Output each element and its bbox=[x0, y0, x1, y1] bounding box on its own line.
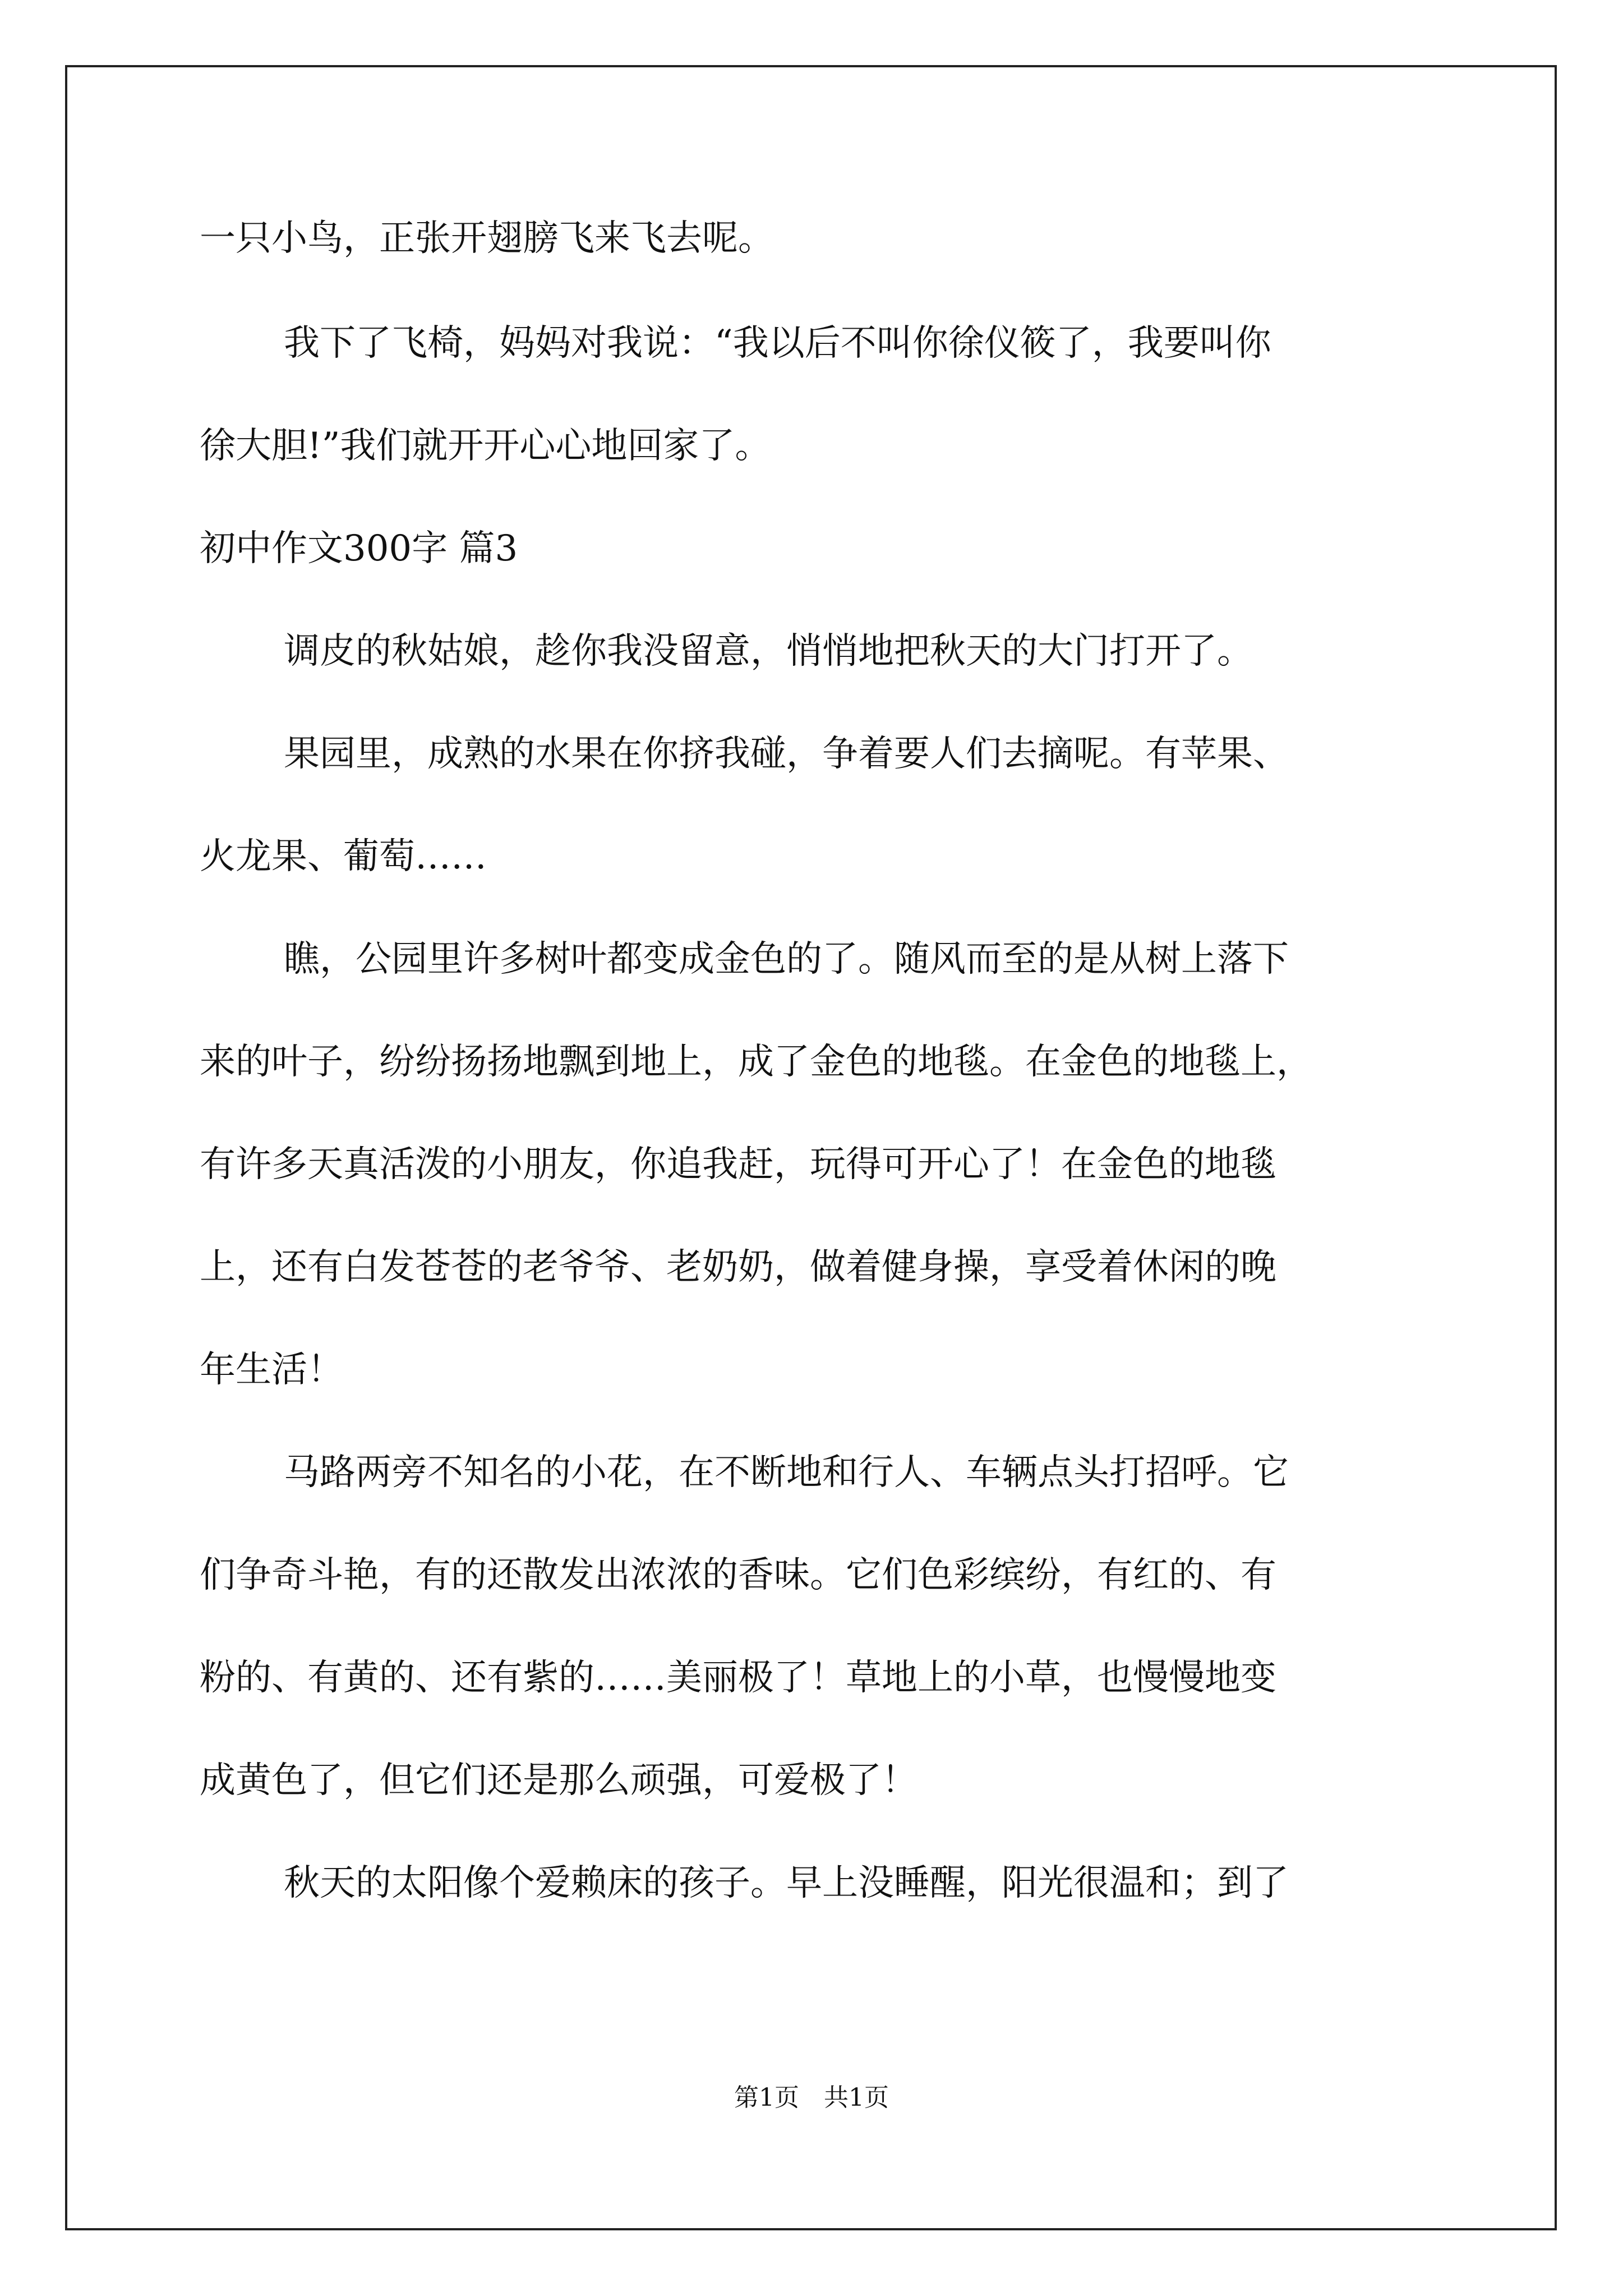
text-line: 有许多天真活泼的小朋友，你追我赶，玩得可开心了！在金色的地毯 bbox=[200, 1144, 1276, 1185]
text-line: 年生活！ bbox=[200, 1349, 343, 1391]
text-line: 火龙果、葡萄…… bbox=[200, 836, 487, 877]
page-footer: 第1页 共1页 bbox=[734, 2083, 889, 2112]
section-heading: 初中作文300字 篇3 bbox=[200, 528, 518, 569]
text-line: 来的叶子，纷纷扬扬地飘到地上，成了金色的地毯。在金色的地毯上， bbox=[200, 1041, 1312, 1083]
paragraph-start-line: 果园里，成熟的水果在你挤我碰，争着要人们去摘呢。有苹果、 bbox=[284, 733, 1289, 775]
text-line: 一只小鸟，正张开翅膀飞来飞去呢。 bbox=[200, 218, 774, 259]
text-line: 们争奇斗艳，有的还散发出浓浓的香味。它们色彩缤纷，有红的、有 bbox=[200, 1554, 1276, 1596]
text-line: 上，还有白发苍苍的老爷爷、老奶奶，做着健身操，享受着休闲的晚 bbox=[200, 1246, 1276, 1288]
text-line: 成黄色了，但它们还是那么顽强，可爱极了！ bbox=[200, 1760, 917, 1801]
paragraph-start-line: 调皮的秋姑娘，趁你我没留意，悄悄地把秋天的大门打开了。 bbox=[284, 631, 1253, 672]
paragraph-start-line: 瞧，公园里许多树叶都变成金色的了。随风而至的是从树上落下 bbox=[284, 938, 1289, 980]
text-line: 徐大胆!”我们就开开心心地回家了。 bbox=[200, 425, 771, 467]
paragraph-start-line: 秋天的太阳像个爱赖床的孩子。早上没睡醒，阳光很温和；到了 bbox=[284, 1862, 1289, 1904]
paragraph-start-line: 我下了飞椅，妈妈对我说：“我以后不叫你徐仪筱了，我要叫你 bbox=[284, 323, 1271, 364]
paragraph-start-line: 马路两旁不知名的小花，在不断地和行人、车辆点头打招呼。它 bbox=[284, 1452, 1289, 1493]
text-line: 粉的、有黄的、还有紫的……美丽极了！草地上的小草，也慢慢地变 bbox=[200, 1657, 1276, 1699]
